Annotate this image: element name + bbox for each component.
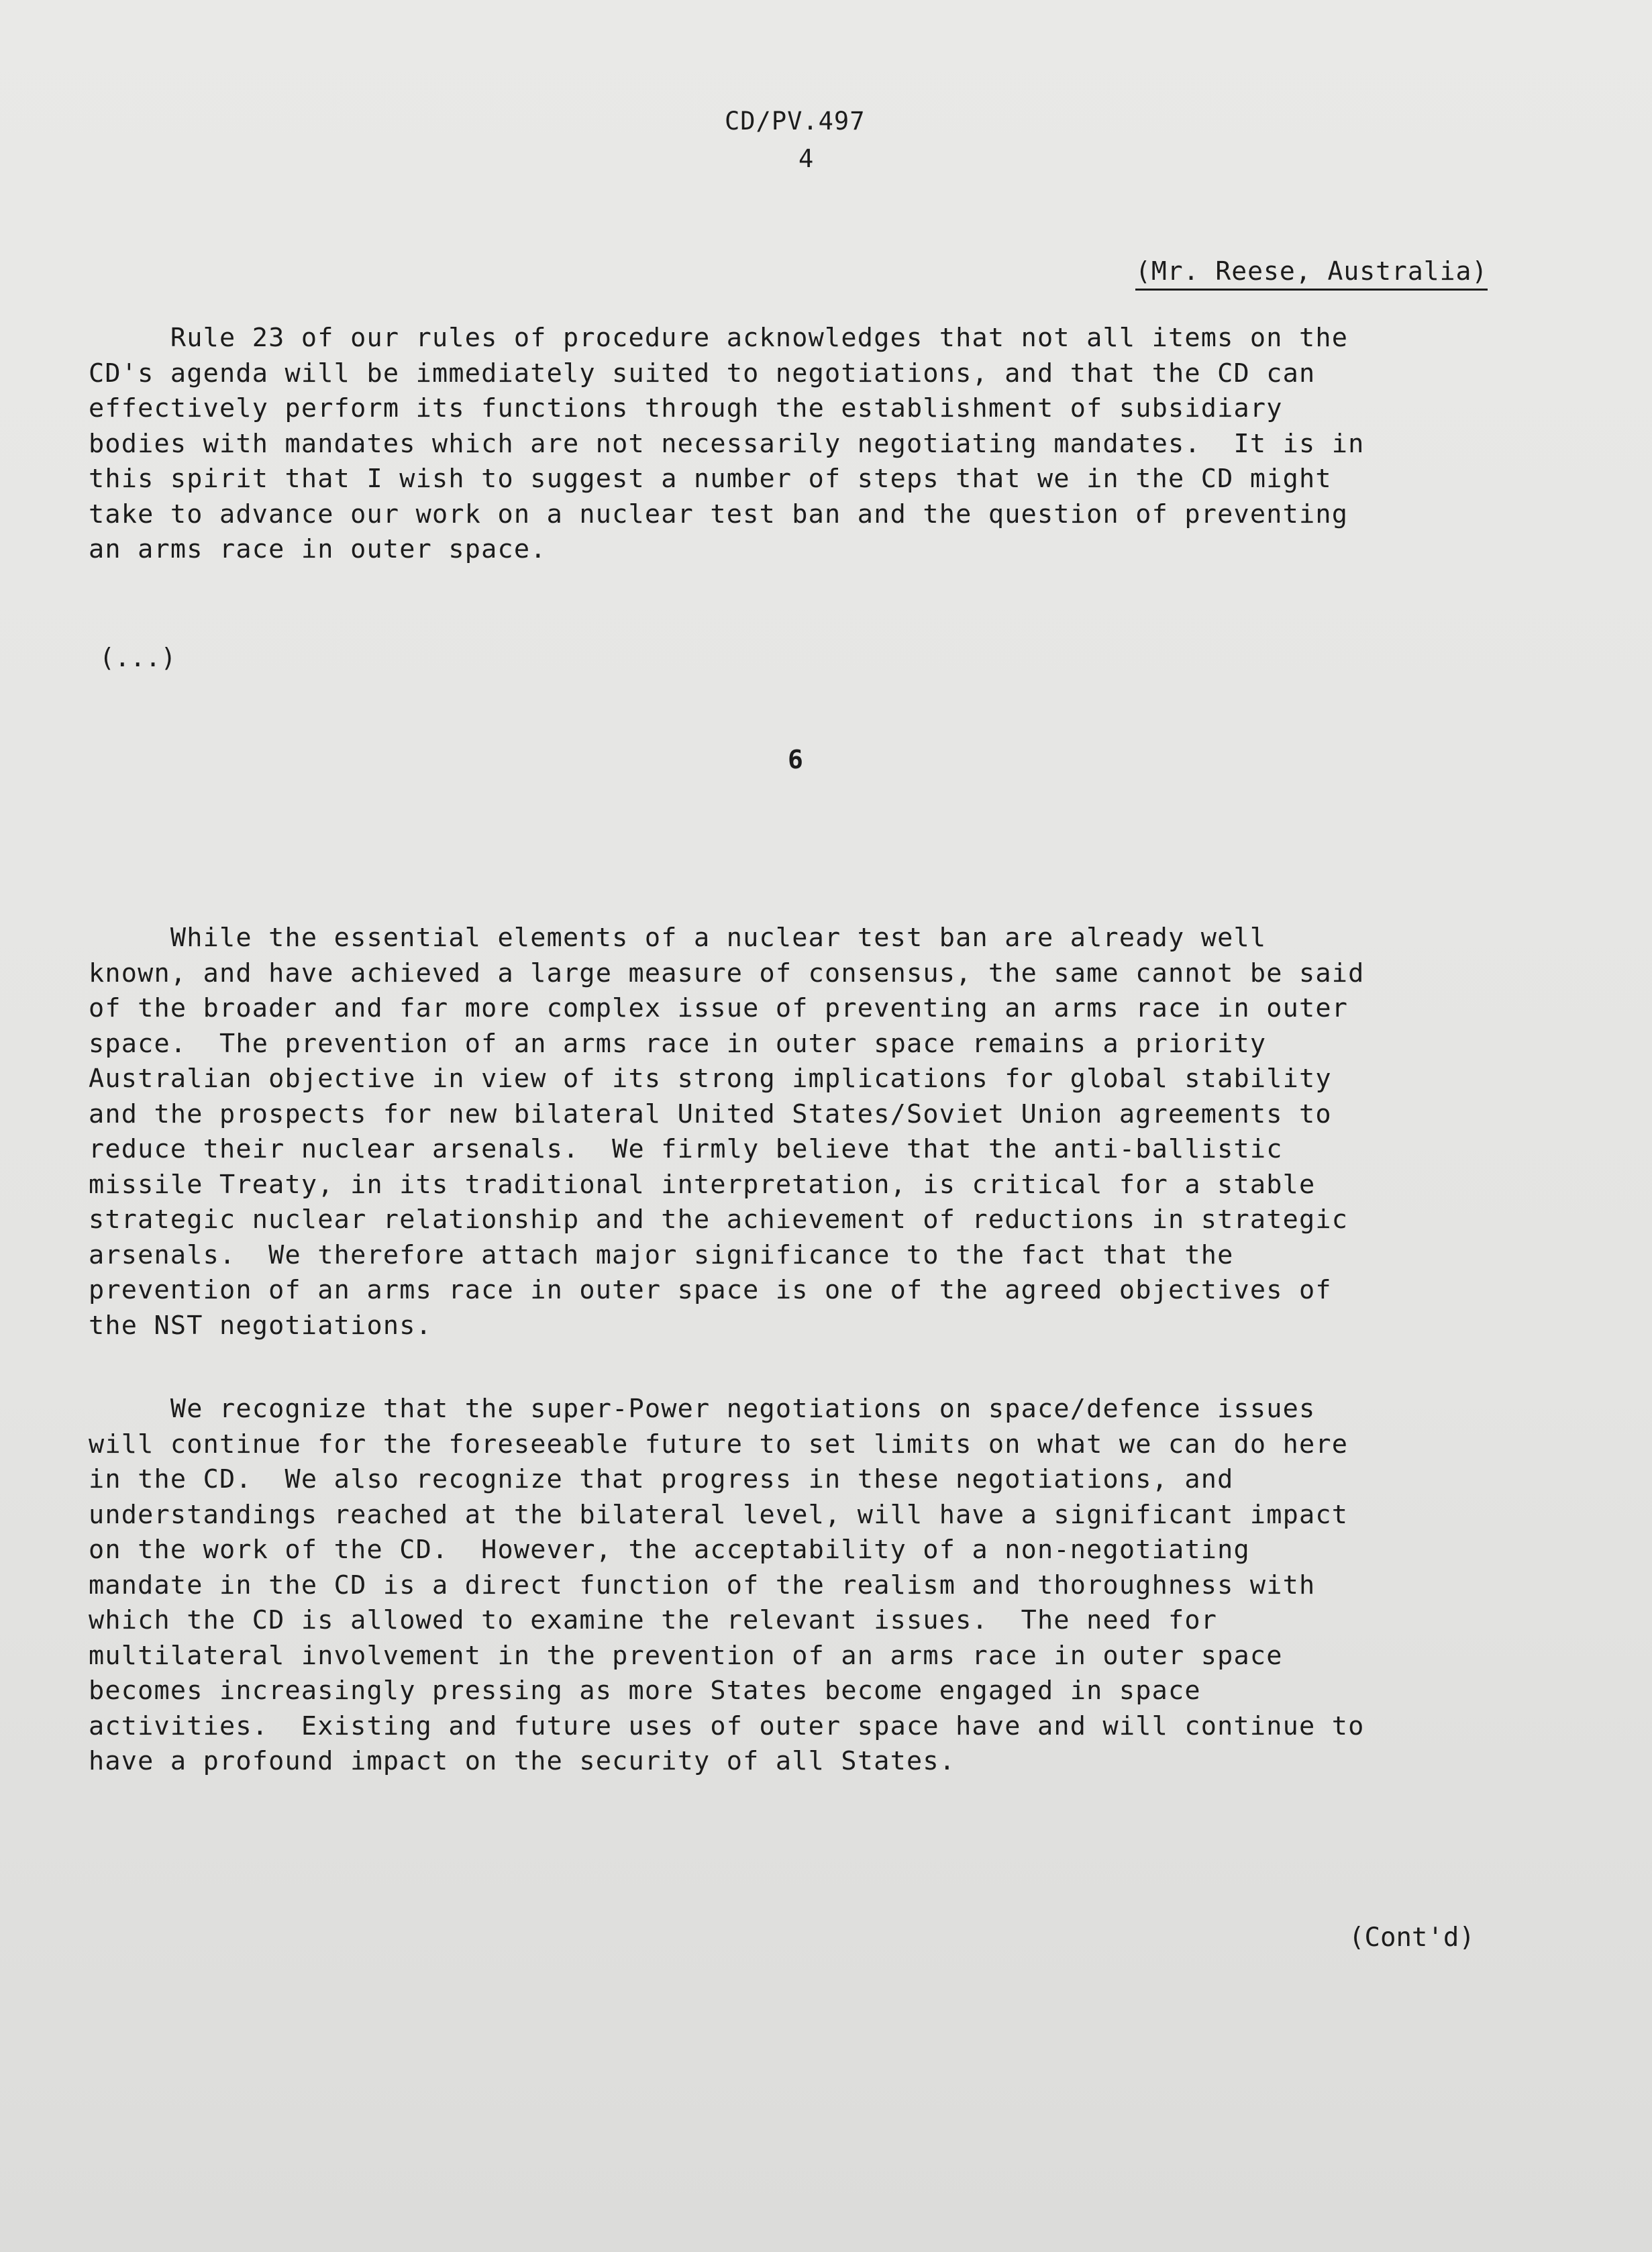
text-line: in the CD. We also recognize that progress in these negotiations, and [89, 1464, 1234, 1494]
text-line: reduce their nuclear arsenals. We firmly believe that the anti-ballistic [89, 1134, 1283, 1164]
text-line: and the prospects for new bilateral United States/Soviet Union agreements to [89, 1098, 1332, 1129]
text-line: the NST negotiations. [89, 1310, 432, 1341]
text-line: activities. Existing and future uses of outer space have and will continue to [89, 1710, 1365, 1741]
paragraph-rule-23 [89, 321, 1511, 568]
section-number: 6 [788, 745, 803, 774]
omission-marker: (...) [99, 643, 176, 672]
paragraph-super-power [89, 1392, 1511, 1780]
text-line: We recognize that the super-Power negotiations on space/defence issues [89, 1394, 1316, 1424]
text-line: bodies with mandates which are not necessarily negotiating mandates. It is in [89, 428, 1365, 459]
text-line: While the essential elements of a nuclear test ban are already well [89, 923, 1267, 953]
text-line: arsenals. We therefore attach major significance to the fact that the [89, 1239, 1234, 1270]
text-line: strategic nuclear relationship and the achievement of reductions in strategic [89, 1205, 1349, 1235]
text-line: missile Treaty, in its traditional interpretation, is critical for a stable [89, 1169, 1316, 1200]
text-line: multilateral involvement in the prevention of an arms race in outer space [89, 1640, 1283, 1671]
text-line: understandings reached at the bilateral level, will have a significant impact [89, 1499, 1349, 1530]
text-line: known, and have achieved a large measure of consensus, the same cannot be said [89, 958, 1365, 988]
text-line: this spirit that I wish to suggest a number of steps that we in the CD might [89, 464, 1332, 494]
text-line: which the CD is allowed to examine the relevant issues. The need for [89, 1605, 1218, 1635]
text-line: space. The prevention of an arms race in outer space remains a priority [89, 1028, 1267, 1059]
text-line: mandate in the CD is a direct function of the realism and thoroughness with [89, 1570, 1316, 1600]
text-line: CD's agenda will be immediately suited to negotiations, and that the CD can [89, 358, 1316, 389]
page-number: 4 [798, 144, 814, 173]
speaker-attribution: (Mr. Reese, Australia) [1135, 255, 1488, 291]
text-line: on the work of the CD. However, the acceptability of a non-negotiating [89, 1535, 1250, 1565]
text-line: effectively perform its functions through the establishment of subsidiary [89, 393, 1283, 423]
text-line: Rule 23 of our rules of procedure acknowledges that not all items on the [89, 323, 1349, 353]
text-line: take to advance our work on a nuclear test ban and the question of preventing [89, 499, 1349, 529]
text-line: Australian objective in view of its strong implications for global stability [89, 1064, 1332, 1094]
text-line: an arms race in outer space. [89, 534, 547, 564]
text-line: have a profound impact on the security of all States. [89, 1746, 956, 1776]
text-line: of the broader and far more complex issue of preventing an arms race in outer [89, 993, 1349, 1023]
document-reference: CD/PV.497 [725, 107, 866, 136]
text-line: prevention of an arms race in outer space is one of the agreed objectives of [89, 1275, 1332, 1305]
text-line: will continue for the foreseeable future to set limits on what we can do here [89, 1429, 1349, 1460]
continued-marker: (Cont'd) [1349, 1923, 1475, 1953]
paragraph-test-ban [89, 921, 1511, 1343]
text-line: becomes increasingly pressing as more States become engaged in space [89, 1676, 1201, 1706]
